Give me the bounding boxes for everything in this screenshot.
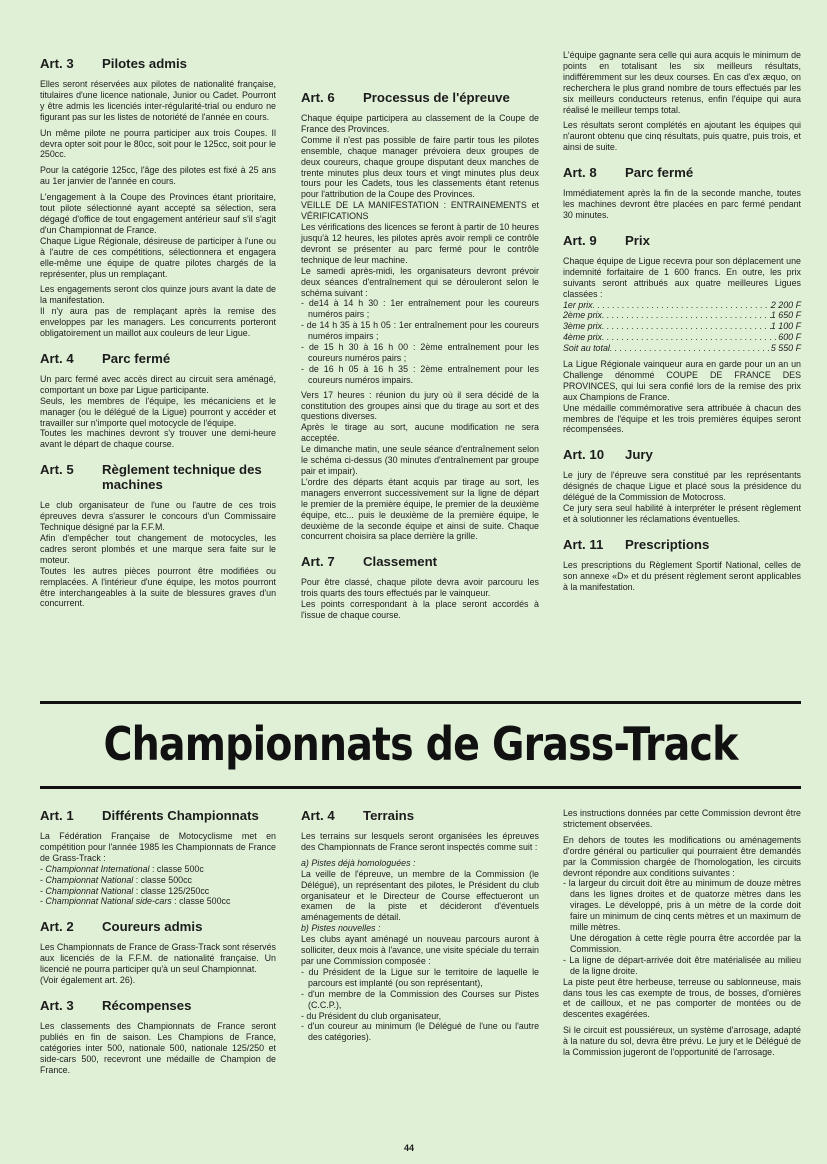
paragraph: Il n'y aura pas de remplaçant après la remise des enveloppes par les managers. Les concurrents porteront obligatoirement un maillot aux couleurs de leur Ligue. [40, 306, 276, 339]
paragraph: Les points correspondant à la place seront accordés à l'issue de chaque course. [301, 599, 539, 621]
bottom-column-3 [563, 808, 801, 1063]
list-item: - La ligne de départ-arrivée doit être matérialisée au milieu de la ligne droite. [563, 954, 801, 976]
paragraph: (Voir également art. 26). [40, 975, 136, 986]
top-column-1 [40, 56, 276, 614]
paragraph: Pour être classé, chaque pilote devra avoir parcouru les trois quarts des tours effectués par le vainqueur. [301, 577, 539, 599]
paragraph: Vers 17 heures : réunion du jury où il sera décidé de la constitution des groupes ainsi que du tirage au sort et des questions diverses. [301, 389, 539, 422]
top-column-2 [301, 56, 539, 626]
paragraph: Seuls, les membres de l'équipe, les mécaniciens et le manager (ou le délégué de la Ligue) pourront y accéder et travailler sur n'importe quel motocycle de l'équipe. [40, 395, 276, 428]
list-item: - Championnat International : classe 500c [40, 863, 204, 874]
list-item: Une dérogation à cette règle pourra être accordée par la Commission. [570, 932, 801, 954]
paragraph: La piste peut être herbeuse, terreuse ou sablonneuse, mais dans tous les cas exempte de trous, de bosses, d'ornières et de cailloux, et ne pas comporter de montées ou de descentes exagérées. [563, 976, 801, 1020]
list-item: - d'un coureur au minimum (le Délégué de l'une ou l'autre des catégories). [301, 1021, 539, 1043]
paragraph: La Ligue Régionale vainqueur aura en garde pour un an un Challenge dénommé COUPE DE FRANCE DES PROVINCES, qui lui sera confié lors de la remise des prix aux Champions de France. [563, 359, 801, 402]
paragraph: L'ordre des départs étant acquis par tirage au sort, les managers enverront successivement sur la ligne de départ le premier de la première équipe, le premier de la deuxième équipe, etc... puis le deuxième de la première équipe, le deuxième de la seconde équipe et ainsi de suite. Chaque concurrent choisira sa place derrière la grille. [301, 476, 539, 542]
paragraph: Un parc fermé avec accès direct au circuit sera aménagé, comportant un boxe par Ligue participante. [40, 373, 276, 395]
paragraph: Ce jury sera seul habilité à interpréter le présent règlement et à solutionner les réclamations éventuelles. [563, 503, 801, 524]
rule-bottom [40, 786, 801, 789]
paragraph: L'équipe gagnante sera celle qui aura acquis le minimum de points en totalisant les six meilleurs résultats, indifféremment sur les deux courses. En cas d'ex æquo, on recherchera le plus grand nombre de tours effectués par les six meilleurs conducteurs retenus, enfin l'équipe qui aura réalisé le meilleur temps total. [563, 50, 801, 115]
heading-art6: Art. 6 Processus de l'épreuve [301, 90, 510, 105]
paragraph: Immédiatement après la fin de la seconde manche, toutes les machines devront être placées en parc fermé pendant 30 minutes. [563, 188, 801, 220]
paragraph: Chaque Ligue Régionale, désireuse de participer à l'une ou à l'autre de ces compétitions, sélectionnera et engagera elle-même une équipe de quatre pilotes chargés de la représenter, plus un remplaçant. [40, 235, 276, 279]
list-item: - de 14 h 35 à 15 h 05 : 1er entraînement pour les coureurs numéros impairs ; [301, 320, 539, 342]
prize-row: 4ème prix . . . 600 F [563, 332, 801, 343]
paragraph: VEILLE DE LA MANIFESTATION : ENTRAINEMENTS et VÉRIFICATIONS [301, 200, 539, 222]
prize-row: 2ème prix . . . 1 650 F [563, 310, 801, 321]
paragraph: L'engagement à la Coupe des Provinces étant prioritaire, tout pilote sélectionné ayant accepté sa sélection, sera dégagé d'office de tout engagement antérieur sauf s'il s'agit d'un Championnat de France. [40, 192, 276, 235]
paragraph: Les engagements seront clos quinze jours avant la date de la manifestation. [40, 284, 276, 306]
paragraph: Les terrains sur lesquels seront organisées les épreuves des Championnats de France seront inspectés comme suit : [301, 831, 539, 852]
list-item: - Championnat National : classe 125/250cc [40, 885, 210, 896]
commission-list [301, 967, 539, 1043]
heading-b-art3: Art. 3 Récompenses [40, 997, 192, 1013]
paragraph: En dehors de toutes les modifications ou aménagements d'ordre général ou particulier qui pourraient être demandés par la Commission chargée de l'homologation, les circuits devront répondre aux conditions suivantes : [563, 834, 801, 878]
paragraph: Les clubs ayant aménagé un nouveau parcours auront à solliciter, deux mois à l'avance, une visite spéciale du terrain par une Commission composée : [301, 934, 539, 966]
heading-art11: Art. 11 Prescriptions [563, 536, 710, 552]
heading-art4-parc: Art. 4 Parc fermé [40, 350, 171, 366]
paragraph: Les prescriptions du Règlement Sportif National, celles de son annexe «D» et du présent règlement seront applicables à la manifestation. [563, 559, 801, 592]
bottom-column-1 [40, 808, 276, 1081]
list-item: - du Président du club organisateur, [301, 1010, 442, 1021]
paragraph: Les vérifications des licences se feront à partir de 10 heures jusqu'à 12 heures, les pilotes après avoir rempli ce contrôle devront se présenter au parc fermé pour le contrôle technique de leur machine. [301, 222, 539, 265]
paragraph: Le samedi après-midi, les organisateurs devront prévoir deux séances d'entraînement qui se dérouleront selon le schéma suivant : [301, 265, 539, 298]
paragraph: Toutes les machines devront s'y trouver une demi-heure avant le départ de chaque course. [40, 428, 276, 450]
paragraph: Les Championnats de France de Grass-Track sont réservés aux licenciés de la F.F.M. de nationalité française. Un licencié ne pourra participer qu'à un seul Championnat. [40, 942, 276, 975]
heading-art5: Art. 5 Règlement technique des machines [40, 462, 262, 493]
prize-list [563, 300, 801, 355]
paragraph: Les classements des Championnats de France seront publiés en fin de saison. Les Champions de France, catégories inter 500, nationale 500, nationale 125/250 et side-cars 500, recevront une médaille de Champion de France. [40, 1020, 276, 1075]
heading-art9: Art. 9 Prix [563, 232, 650, 248]
top-column-3 [563, 50, 801, 598]
paragraph: Elles seront réservées aux pilotes de nationalité française, titulaires d'une licence nationale, Junior ou Cadet. Pourront y être admis les licenciés inter-régularité-trial ou enduro ne figurant pas sur les listes de notoriété de l'année en cours. [40, 79, 276, 122]
paragraph: Toutes les autres pièces pourront être modifiées ou remplacées. A l'intérieur d'une équipe, les motos pourront être interchangeables à la suite de blessures graves d'un concurrent. [40, 565, 276, 609]
list-item: - Championnat National : classe 500cc [40, 874, 192, 885]
paragraph: Les résultats seront complétés en ajoutant les équipes qui n'auront obtenu que cinq résultats, puis quatre, puis trois, et ainsi de suite. [563, 120, 801, 153]
heading-art7: Art. 7 Classement [301, 554, 438, 570]
paragraph: Le dimanche matin, une seule séance d'entraînement selon le schéma ci-dessus (30 minutes d'entraînement par groupe pair et impair). [301, 444, 539, 476]
paragraph: Pour la catégorie 125cc, l'âge des pilotes est fixé à 25 ans au 1er janvier de l'année en cours. [40, 165, 276, 187]
heading-b-art4: Art. 4 Terrains [301, 808, 415, 823]
list-item: - Championnat National side-cars : classe 500cc [40, 896, 231, 907]
section-banner-title: Championnats de Grass-Track [103, 717, 738, 771]
paragraph: Si le circuit est poussiéreux, un système d'arrosage, adapté à la nature du sol, devra être prévu. Le jury et le Délégué de la Commission jugeront de l'opportunité de l'arrosage. [563, 1025, 801, 1058]
heading-b-art1: Art. 1 Différents Championnats [40, 808, 259, 823]
paragraph: Les instructions données par cette Commission devront être strictement observées. [563, 808, 801, 829]
paragraph: Le jury de l'épreuve sera constitué par les représentants désignés de chaque Ligue et placé sous la présidence du délégué de la Commission de Motocross. [563, 470, 801, 503]
list-item: - de 15 h 30 à 16 h 00 : 2ème entraînement pour les coureurs numéros pairs ; [301, 342, 539, 363]
bottom-column-2 [301, 808, 539, 1047]
list-item: - de14 à 14 h 30 : 1er entraînement pour les coureurs numéros pairs ; [301, 298, 539, 320]
subheading: b) Pistes nouvelles : [301, 923, 381, 934]
paragraph: Un même pilote ne pourra participer aux trois Coupes. Il devra opter soit pour le 80cc, soit pour le 125cc, soit pour le 250cc. [40, 127, 276, 160]
paragraph: Le club organisateur de l'une ou l'autre de ces trois épreuves devra s'assurer le concours d'un Commissaire Technique désigné par la F.F.M. [40, 500, 276, 533]
page-number: 44 [404, 1143, 415, 1153]
list-item: - de 16 h 05 à 16 h 35 : 2ème entraînement pour les coureurs numéros impairs. [301, 363, 539, 385]
paragraph: Comme il n'est pas possible de faire partir tous les pilotes ensemble, chaque manager prévoiera deux groupes de deux coureurs, chaque groupe disputant deux manches de trente minutes plus deux tours et vingt minutes plus deux tours pour les Cadets, tous les classements étant retenus pour l'attribution de la Coupe des Provinces. [301, 134, 539, 200]
championship-list [40, 864, 276, 908]
list-item: - la largeur du circuit doit être au minimum de douze mètres dans les lignes droites et de quatorze mètres dans les virages. Le développé, pris à un mètre de la corde doit faire un minimum de cinq cents mètres et un maximum de mille mètres. [563, 878, 801, 933]
list-item: - d'un membre de la Commission des Courses sur Pistes (C.C.P.), [301, 988, 539, 1010]
paragraph: La Fédération Française de Motocyclisme met en compétition pour l'année 1985 les Championnats de France de Grass-Track : [40, 831, 276, 863]
list-item: - du Président de la Ligue sur le territoire de laquelle le parcours est implanté (ou son représentant), [301, 966, 539, 988]
conditions-list [563, 878, 801, 976]
heading-art3-pilotes: Art. 3 Pilotes admis [40, 56, 188, 71]
heading-art8: Art. 8 Parc fermé [563, 165, 694, 181]
paragraph: Chaque équipe de Ligue recevra pour son déplacement une indemnité forfaitaire de 1 600 francs. En outre, les prix suivants seront attribués aux quatre meilleures Ligues classées : [563, 255, 801, 299]
paragraph: Afin d'empêcher tout changement de motocycles, les cadres seront plombés et une marque sera faite sur le moteur. [40, 533, 276, 565]
paragraph: Chaque équipe participera au classement de la Coupe de France des Provinces. [301, 113, 539, 134]
subheading: a) Pistes déjà homologuées : [301, 857, 416, 868]
heading-b-art2: Art. 2 Coureurs admis [40, 919, 203, 935]
paragraph: La veille de l'épreuve, un membre de la Commission (le Délégué), un représentant des pilotes, le Président du club organisateur et le Directeur de Course effectueront un examen de la piste et décideront d'éventuels aménagements de détail. [301, 868, 539, 923]
heading-art10: Art. 10 Jury [563, 447, 653, 463]
prize-row: 3ème prix . . . 1 100 F [563, 321, 801, 332]
prize-total-row: Soit au total . . . 5 550 F [563, 343, 801, 354]
prize-row: 1er prix . . . 2 200 F [563, 300, 801, 311]
paragraph: Une médaille commémorative sera attribuée à chacun des membres de l'équipe et les trois premières équipes seront récompensées. [563, 402, 801, 435]
training-schedule-list [301, 298, 539, 385]
paragraph: Après le tirage au sort, aucune modification ne sera acceptée. [301, 422, 539, 444]
